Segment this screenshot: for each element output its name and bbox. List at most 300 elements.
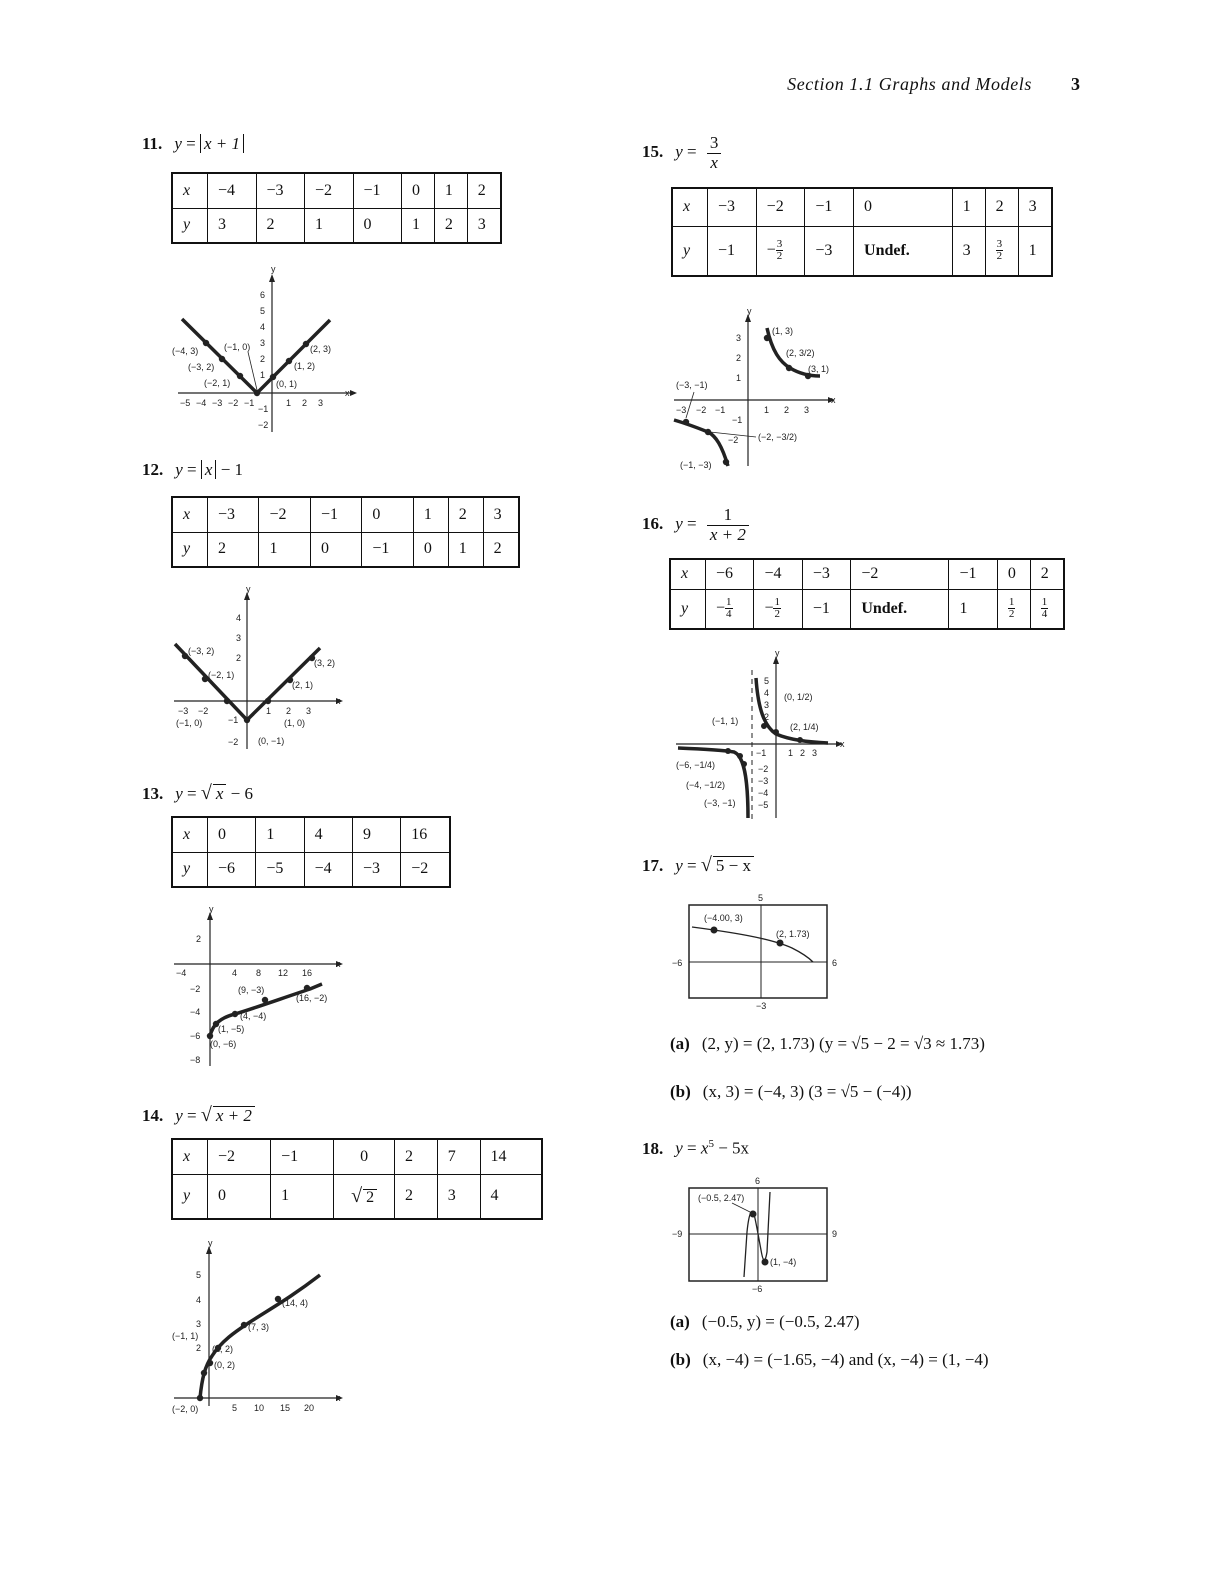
table-cell: 0 bbox=[362, 497, 413, 532]
problem-number: 14. bbox=[142, 1106, 164, 1125]
data-point bbox=[683, 419, 689, 425]
point-label: (−4.00, 3) bbox=[704, 913, 743, 923]
problem-14-heading bbox=[142, 1104, 255, 1127]
table-cell: 3 bbox=[483, 497, 519, 532]
problem-11-heading bbox=[142, 134, 244, 154]
tick-label: 4 bbox=[260, 322, 266, 332]
numerator: 1 bbox=[1008, 595, 1015, 608]
equation-lhs: y bbox=[675, 142, 683, 162]
table-cell: 0 bbox=[208, 1174, 271, 1219]
data-point bbox=[265, 698, 271, 704]
data-point bbox=[304, 985, 310, 991]
table-cell: Undef. bbox=[851, 589, 949, 629]
table-cell-fraction bbox=[754, 589, 802, 629]
radical-sign-icon: √ bbox=[700, 854, 712, 876]
data-point bbox=[207, 1360, 213, 1366]
tick-label: 2 bbox=[286, 706, 292, 716]
radicand: 5 − x bbox=[713, 856, 754, 875]
table-row-y bbox=[172, 208, 501, 243]
numerator: 1 bbox=[707, 506, 749, 526]
denominator: 2 bbox=[774, 608, 780, 621]
tick-label: 2 bbox=[784, 405, 790, 415]
point-label: (2, 1.73) bbox=[776, 929, 810, 939]
equation-rest: − 5x bbox=[718, 1138, 750, 1158]
data-point bbox=[241, 1322, 247, 1328]
tick-label: −1 bbox=[258, 404, 269, 414]
x-ticks bbox=[180, 398, 323, 408]
fraction bbox=[707, 506, 749, 544]
tick-label: 4 bbox=[236, 613, 242, 623]
table-cell-sqrt bbox=[334, 1174, 395, 1219]
table-cell: 0 bbox=[353, 208, 402, 243]
table-cell: 4 bbox=[480, 1174, 542, 1219]
table-cell: −1 bbox=[949, 559, 997, 589]
table-row-y bbox=[172, 852, 450, 887]
tick-label: 4 bbox=[764, 688, 770, 698]
tick-label: −4 bbox=[176, 968, 187, 978]
row-label: y bbox=[172, 852, 208, 887]
equals-sign: = bbox=[687, 142, 697, 162]
minus-sign: − bbox=[716, 599, 726, 617]
row-label: x bbox=[670, 559, 706, 589]
leader-line bbox=[686, 392, 694, 418]
point-label: (16, −2) bbox=[296, 993, 328, 1003]
graph-11 bbox=[160, 262, 370, 437]
answer-17a bbox=[670, 1034, 985, 1054]
table-cell: 1 bbox=[1018, 226, 1052, 276]
numerator: 3 bbox=[707, 134, 722, 154]
window-xmax: 9 bbox=[832, 1229, 838, 1239]
tick-label: 5 bbox=[260, 306, 266, 316]
window-ymax: 6 bbox=[755, 1176, 761, 1186]
problem-18-heading bbox=[642, 1138, 749, 1159]
denominator: x bbox=[710, 152, 718, 172]
answer-label: (a) bbox=[670, 1034, 690, 1053]
tick-label: 6 bbox=[260, 290, 266, 300]
table-cell: 1 bbox=[305, 208, 354, 243]
graph-15 bbox=[668, 306, 868, 481]
tick-label: −1 bbox=[732, 415, 743, 425]
tick-label: 3 bbox=[318, 398, 324, 408]
tick-label: −2 bbox=[758, 764, 769, 774]
equals-sign: = bbox=[187, 460, 197, 479]
point-label: (−2, 0) bbox=[172, 1404, 199, 1414]
table-cell: 1 bbox=[413, 497, 448, 532]
table-cell: 3 bbox=[952, 226, 985, 276]
table-cell: 1 bbox=[256, 817, 304, 852]
denominator: 2 bbox=[1008, 608, 1015, 621]
table-cell: −3 bbox=[352, 852, 400, 887]
table-cell: 16 bbox=[401, 817, 450, 852]
table-cell: 2 bbox=[394, 1174, 437, 1219]
numerator: 1 bbox=[774, 595, 780, 608]
table-cell: −1 bbox=[353, 173, 402, 208]
equation-rest: − 6 bbox=[230, 784, 254, 803]
calculator-screen-18 bbox=[670, 1172, 850, 1297]
equals-sign: = bbox=[187, 1106, 197, 1125]
tick-label: 2 bbox=[196, 1343, 202, 1353]
y-axis-label: y bbox=[208, 1238, 213, 1248]
point-label: (0, 2) bbox=[214, 1360, 236, 1370]
table-cell: −6 bbox=[706, 559, 754, 589]
graph-16 bbox=[672, 648, 862, 823]
table-cell: 3 bbox=[208, 208, 257, 243]
table-row-x bbox=[172, 817, 450, 852]
table-cell: −1 bbox=[310, 497, 361, 532]
point-label: (3, 2) bbox=[314, 658, 336, 668]
equation-lhs: y bbox=[174, 134, 182, 153]
table-cell: 2 bbox=[208, 532, 259, 567]
tick-label: 4 bbox=[232, 968, 238, 978]
tick-label: 12 bbox=[278, 968, 289, 978]
data-point bbox=[232, 1011, 238, 1017]
row-label: x bbox=[172, 173, 208, 208]
row-label: x bbox=[172, 817, 208, 852]
data-point bbox=[786, 365, 792, 371]
data-point bbox=[750, 1211, 757, 1218]
section-title: Section 1.1 Graphs and Models bbox=[787, 74, 1032, 94]
denominator: 4 bbox=[726, 608, 732, 621]
table-cell: 1 bbox=[259, 532, 310, 567]
data-point bbox=[773, 729, 779, 735]
table-cell: −2 bbox=[851, 559, 949, 589]
value-table-16 bbox=[669, 558, 1065, 630]
problem-number: 15. bbox=[642, 142, 664, 162]
table-row-y bbox=[670, 589, 1064, 629]
y-axis-arrow bbox=[269, 274, 275, 282]
tick-label: 1 bbox=[788, 748, 794, 758]
x-axis-label: x bbox=[336, 959, 341, 969]
radicand: x bbox=[213, 784, 227, 803]
table-cell: 2 bbox=[985, 188, 1018, 226]
table-cell: 0 bbox=[402, 173, 435, 208]
absolute-value-expression: x bbox=[201, 460, 217, 479]
tick-label: −6 bbox=[190, 1031, 201, 1041]
tick-label: 1 bbox=[764, 405, 770, 415]
tick-label: −3 bbox=[676, 405, 687, 415]
data-point bbox=[201, 1370, 207, 1376]
answer-label: (b) bbox=[670, 1082, 691, 1101]
data-point bbox=[286, 358, 292, 364]
tick-label: −2 bbox=[728, 435, 739, 445]
page-number: 3 bbox=[1071, 74, 1080, 94]
window-xmin: −9 bbox=[672, 1229, 683, 1239]
point-label: (1, 0) bbox=[284, 718, 306, 728]
tick-label: −8 bbox=[190, 1055, 201, 1065]
table-cell: 2 bbox=[394, 1139, 437, 1174]
tick-label: 2 bbox=[196, 934, 202, 944]
point-label: (−1, 1) bbox=[172, 1331, 199, 1341]
table-cell: 1 bbox=[434, 173, 467, 208]
point-label: (2, 3/2) bbox=[786, 348, 815, 358]
table-cell: 1 bbox=[448, 532, 483, 567]
problem-15-heading bbox=[642, 134, 721, 172]
x-ticks bbox=[676, 405, 809, 415]
leader-line bbox=[732, 1203, 752, 1213]
table-cell: 2 bbox=[483, 532, 519, 567]
window-ymin: −6 bbox=[752, 1284, 763, 1294]
problem-number: 11. bbox=[142, 134, 163, 153]
row-label: y bbox=[172, 1174, 208, 1219]
answer-text: (−0.5, y) = (−0.5, 2.47) bbox=[701, 1312, 860, 1331]
numerator: 3 bbox=[996, 237, 1003, 250]
point-label: (1, 3) bbox=[772, 326, 794, 336]
y-axis-label: y bbox=[775, 648, 780, 658]
point-label: (9, −3) bbox=[238, 985, 265, 995]
data-point bbox=[764, 335, 770, 341]
tick-label: 2 bbox=[236, 653, 242, 663]
data-point bbox=[711, 927, 718, 934]
graph-12 bbox=[160, 584, 370, 759]
value-table-11 bbox=[171, 172, 502, 244]
table-cell-fraction bbox=[706, 589, 754, 629]
problem-number: 16. bbox=[642, 514, 664, 534]
tick-label: 5 bbox=[764, 676, 770, 686]
point-label: (−2, 1) bbox=[208, 670, 235, 680]
point-label: (2, 3) bbox=[310, 344, 332, 354]
data-point bbox=[762, 1259, 769, 1266]
point-label: (−1, 0) bbox=[176, 718, 203, 728]
table-cell: −1 bbox=[708, 226, 757, 276]
tick-label: −4 bbox=[758, 788, 769, 798]
point-label: (1, 2) bbox=[294, 361, 316, 371]
data-point bbox=[262, 997, 268, 1003]
table-cell: −2 bbox=[401, 852, 450, 887]
x-axis-label: x bbox=[831, 395, 836, 405]
table-cell: 3 bbox=[437, 1174, 480, 1219]
tick-label: 2 bbox=[302, 398, 308, 408]
tick-label: −1 bbox=[715, 405, 726, 415]
problem-number: 12. bbox=[142, 460, 164, 479]
y-axis-label: y bbox=[747, 306, 752, 316]
point-label: (1, −5) bbox=[218, 1024, 245, 1034]
data-point bbox=[275, 1296, 281, 1302]
data-point bbox=[723, 459, 729, 465]
y-axis-label: y bbox=[246, 584, 251, 594]
x-axis-arrow bbox=[350, 390, 357, 396]
x-ticks bbox=[756, 748, 817, 758]
data-point bbox=[244, 717, 250, 723]
point-label: (14, 4) bbox=[282, 1298, 309, 1308]
table-cell: −1 bbox=[805, 188, 854, 226]
tick-label: 2 bbox=[764, 712, 770, 722]
equals-sign: = bbox=[687, 856, 697, 875]
y-ticks bbox=[258, 290, 268, 430]
tick-label: −2 bbox=[198, 706, 209, 716]
table-cell-fraction bbox=[985, 226, 1018, 276]
denominator: 2 bbox=[776, 250, 783, 263]
tick-label: 1 bbox=[286, 398, 292, 408]
table-row-x bbox=[670, 559, 1064, 589]
table-cell: −2 bbox=[208, 1139, 271, 1174]
value-table-12 bbox=[171, 496, 520, 568]
fraction bbox=[1041, 597, 1049, 621]
point-label: (−1, 1) bbox=[712, 716, 739, 726]
y-ticks bbox=[228, 613, 241, 747]
problem-17-heading bbox=[642, 854, 754, 877]
point-label: (7, 3) bbox=[248, 1322, 270, 1332]
tick-label: −2 bbox=[258, 420, 269, 430]
tick-label: 20 bbox=[304, 1403, 315, 1413]
data-point bbox=[797, 737, 803, 743]
point-label: (2, 1) bbox=[292, 680, 314, 690]
tick-label: −2 bbox=[696, 405, 707, 415]
problem-number: 13. bbox=[142, 784, 164, 803]
point-label: (−0.5, 2.47) bbox=[698, 1193, 745, 1203]
point-label: (−3, −1) bbox=[676, 380, 708, 390]
table-cell: 7 bbox=[437, 1139, 480, 1174]
problem-number: 18. bbox=[642, 1138, 664, 1158]
point-label: (3, 1) bbox=[808, 364, 830, 374]
tick-label: 3 bbox=[764, 700, 770, 710]
denominator: x + 2 bbox=[709, 524, 746, 544]
point-labels bbox=[172, 1298, 308, 1414]
tick-label: −5 bbox=[180, 398, 191, 408]
table-row-y bbox=[172, 532, 519, 567]
data-point bbox=[761, 723, 767, 729]
tick-label: 2 bbox=[260, 354, 266, 364]
equation-lhs: y bbox=[675, 856, 683, 875]
tick-label: 1 bbox=[266, 706, 272, 716]
equals-sign: = bbox=[687, 514, 697, 534]
tick-label: −1 bbox=[756, 748, 767, 758]
value-table-14 bbox=[171, 1138, 543, 1220]
window-ymin: −3 bbox=[756, 1001, 767, 1011]
answer-18a bbox=[670, 1312, 860, 1332]
fraction bbox=[996, 239, 1004, 263]
equation-lhs: y bbox=[675, 514, 683, 534]
row-label: x bbox=[172, 497, 208, 532]
graph-14 bbox=[160, 1238, 370, 1418]
table-cell: 2 bbox=[256, 208, 305, 243]
tick-label: −3 bbox=[212, 398, 223, 408]
equation-lhs: y bbox=[175, 1106, 183, 1125]
table-cell: 2 bbox=[448, 497, 483, 532]
point-label: (−3, −1) bbox=[704, 798, 736, 808]
table-cell: 0 bbox=[997, 559, 1030, 589]
data-point bbox=[219, 356, 225, 362]
exponent: 5 bbox=[708, 1138, 714, 1150]
data-point bbox=[741, 761, 747, 767]
data-point bbox=[737, 753, 743, 759]
data-point bbox=[237, 373, 243, 379]
row-label: x bbox=[172, 1139, 208, 1174]
answer-text: (x, 3) = (−4, 3) (3 = √5 − (−4)) bbox=[702, 1082, 912, 1101]
answer-label: (b) bbox=[670, 1350, 691, 1369]
point-label: (−1, 0) bbox=[224, 342, 251, 352]
point-label: (0, −1) bbox=[258, 736, 285, 746]
radical-sign-icon: √ bbox=[200, 782, 212, 804]
table-cell-fraction bbox=[1030, 589, 1064, 629]
equation-lhs: y bbox=[175, 784, 183, 803]
table-cell: −3 bbox=[802, 559, 850, 589]
point-label: (4, −4) bbox=[240, 1011, 267, 1021]
point-label: (2, 2) bbox=[212, 1344, 234, 1354]
running-header bbox=[700, 74, 1080, 98]
tick-label: −3 bbox=[758, 776, 769, 786]
radicand: 2 bbox=[363, 1189, 377, 1207]
table-cell: 14 bbox=[480, 1139, 542, 1174]
table-cell: Undef. bbox=[854, 226, 953, 276]
tick-label: 5 bbox=[232, 1403, 238, 1413]
row-label: y bbox=[172, 532, 208, 567]
data-point bbox=[254, 390, 260, 396]
tick-label: 3 bbox=[196, 1319, 202, 1329]
equation-lhs: y bbox=[175, 460, 183, 479]
table-cell: −3 bbox=[256, 173, 305, 208]
tick-label: 2 bbox=[736, 353, 742, 363]
table-cell: 2 bbox=[434, 208, 467, 243]
answer-17b bbox=[670, 1082, 912, 1102]
tick-label: −2 bbox=[228, 737, 239, 747]
equals-sign: = bbox=[187, 784, 197, 803]
y-ticks bbox=[728, 333, 742, 445]
table-cell: −6 bbox=[208, 852, 256, 887]
table-cell: 3 bbox=[1018, 188, 1052, 226]
equals-sign: = bbox=[186, 134, 196, 153]
point-label: (−3, 2) bbox=[188, 362, 215, 372]
answer-text: (2, y) = (2, 1.73) (y = √5 − 2 = √3 ≈ 1.73) bbox=[701, 1034, 985, 1053]
y-axis-label: y bbox=[209, 904, 214, 914]
table-cell: −4 bbox=[754, 559, 802, 589]
x-axis-label: x bbox=[336, 1393, 341, 1403]
tick-label: −4 bbox=[190, 1007, 201, 1017]
tick-label: 1 bbox=[736, 373, 742, 383]
point-label: (1, −4) bbox=[770, 1257, 797, 1267]
radical-sign-icon: √ bbox=[351, 1184, 363, 1207]
table-cell: 2 bbox=[467, 173, 501, 208]
tick-label: 3 bbox=[260, 338, 266, 348]
table-cell: 2 bbox=[1030, 559, 1064, 589]
table-cell: −2 bbox=[756, 188, 805, 226]
table-row-x bbox=[672, 188, 1052, 226]
table-cell: −1 bbox=[271, 1139, 334, 1174]
table-cell: 3 bbox=[467, 208, 501, 243]
point-label: (−1, −3) bbox=[680, 460, 712, 470]
table-cell: −3 bbox=[708, 188, 757, 226]
tick-label: −3 bbox=[178, 706, 189, 716]
fraction bbox=[1008, 597, 1016, 621]
tick-label: −2 bbox=[228, 398, 239, 408]
problem-16-heading bbox=[642, 506, 749, 544]
row-label: y bbox=[670, 589, 706, 629]
table-cell: 0 bbox=[310, 532, 361, 567]
x-ticks bbox=[178, 706, 311, 716]
numerator: 3 bbox=[776, 237, 783, 250]
table-cell: −2 bbox=[259, 497, 310, 532]
answer-18b bbox=[670, 1350, 988, 1370]
tick-label: 3 bbox=[236, 633, 242, 643]
x-axis-label: x bbox=[336, 696, 341, 706]
tick-label: 8 bbox=[256, 968, 262, 978]
table-cell-fraction bbox=[997, 589, 1030, 629]
problem-12-heading bbox=[142, 460, 243, 480]
point-label: (−3, 2) bbox=[188, 646, 215, 656]
table-row-x bbox=[172, 173, 501, 208]
tick-label: 3 bbox=[812, 748, 818, 758]
plot-curve bbox=[200, 1275, 320, 1398]
point-label: (−4, −1/2) bbox=[686, 780, 726, 790]
fraction bbox=[776, 239, 784, 263]
x-axis-label: x bbox=[840, 739, 845, 749]
tick-label: 2 bbox=[800, 748, 806, 758]
point-label: (−4, 3) bbox=[172, 346, 199, 356]
radical-sign-icon: √ bbox=[200, 1104, 212, 1126]
table-cell: 1 bbox=[949, 589, 997, 629]
tick-label: −5 bbox=[758, 800, 769, 810]
point-label: (−2, −3/2) bbox=[758, 432, 798, 442]
row-label: y bbox=[172, 208, 208, 243]
